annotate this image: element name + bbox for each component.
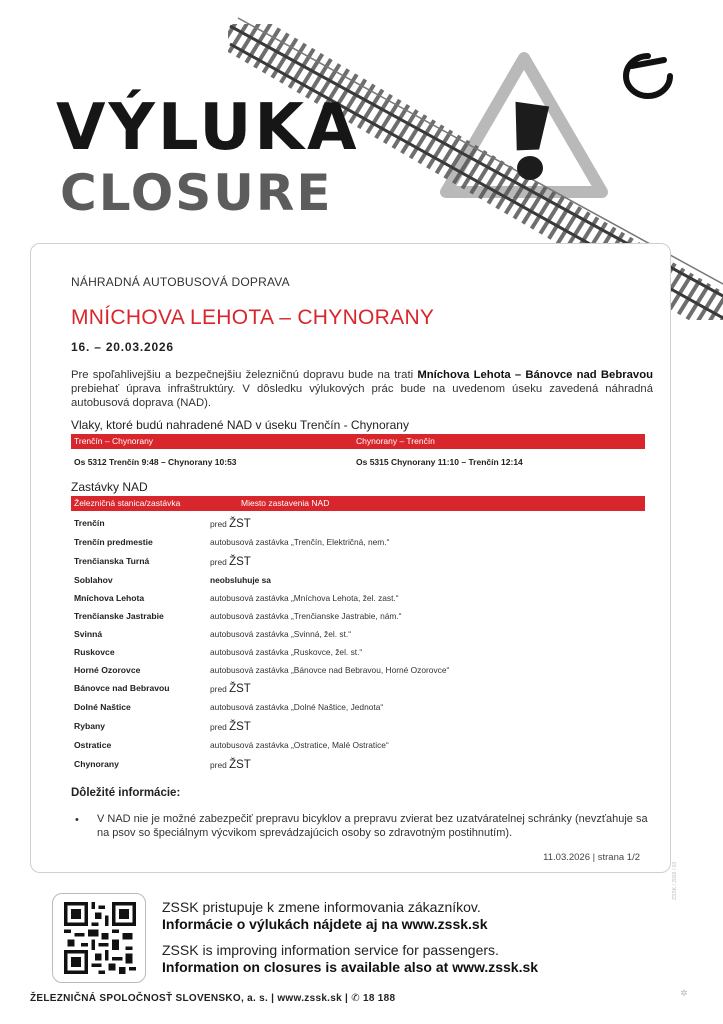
stops-header-bar bbox=[71, 496, 645, 511]
route-title: MNÍCHOVA LEHOTA – CHYNORANY bbox=[71, 306, 435, 329]
zssk-logo-icon bbox=[618, 50, 678, 100]
stop-place-pre: pred bbox=[210, 722, 230, 732]
stop-row bbox=[71, 645, 645, 663]
qr-code[interactable] bbox=[52, 893, 146, 983]
train-2: Os 5315 Chynorany 11:10 – Trenčín 12:14 bbox=[356, 457, 523, 467]
stop-place: autobusová zastávka „Dolné Naštice, Jednota“ bbox=[210, 702, 384, 712]
stop-name: Ruskovce bbox=[74, 647, 115, 657]
title-sk: VÝLUKA bbox=[56, 91, 360, 165]
stop-row bbox=[71, 591, 645, 609]
stop-place bbox=[210, 721, 251, 733]
qr-code-icon bbox=[64, 902, 136, 974]
info-sk-line: ZSSK pristupuje k zmene informovania zákazníkov. bbox=[162, 899, 481, 915]
stop-row bbox=[71, 757, 645, 775]
side-code: ZSSK / 2026 / 03 bbox=[672, 861, 678, 900]
info-en-bold[interactable]: Information on closures is available also at www.zssk.sk bbox=[162, 959, 539, 975]
stop-name: Ostratice bbox=[74, 740, 112, 750]
stop-row bbox=[71, 573, 645, 591]
stop-place-zst: ŽST bbox=[229, 721, 251, 733]
gear-icon: ✲ bbox=[680, 988, 688, 998]
stop-row bbox=[71, 535, 645, 553]
stop-row bbox=[71, 738, 645, 756]
train-1: Os 5312 Trenčín 9:48 – Chynorany 10:53 bbox=[74, 457, 237, 467]
stop-place-zst: ŽST bbox=[229, 759, 251, 771]
stop-place bbox=[210, 683, 251, 695]
stop-place-pre: pred bbox=[210, 684, 230, 694]
info-block bbox=[162, 899, 582, 976]
stop-place-pre: pred bbox=[210, 760, 230, 770]
stop-row bbox=[71, 719, 645, 737]
date-page-note: 11.03.2026 | strana 1/2 bbox=[543, 852, 640, 863]
trains-header-bar bbox=[71, 434, 645, 449]
stop-row bbox=[71, 516, 645, 534]
important-heading: Dôležité informácie: bbox=[71, 787, 181, 799]
stop-place bbox=[210, 518, 251, 530]
stop-place: autobusová zastávka „Svinná, žel. st.“ bbox=[210, 629, 352, 639]
stop-place-pre: pred bbox=[210, 519, 230, 529]
stop-row bbox=[71, 700, 645, 718]
stops-heading: Zastávky NAD bbox=[71, 480, 148, 494]
stop-place: autobusová zastávka „Ruskovce, žel. st.“ bbox=[210, 647, 363, 657]
trains-col1: Trenčín – Chynorany bbox=[74, 436, 154, 446]
notice-card bbox=[30, 243, 671, 873]
stop-row bbox=[71, 609, 645, 627]
info-sk-bold[interactable]: Informácie o výlukách nájdete aj na www.zssk.sk bbox=[162, 916, 488, 932]
stop-place-zst: ŽST bbox=[229, 683, 251, 695]
hero-header bbox=[0, 0, 723, 260]
intro-paragraph: Pre spoľahlivejšiu a bezpečnejšiu železničnú dopravu bude na trati Mníchova Lehota – Bánovce nad Bebravou prebiehať úprava infraštruktúry. V dôsledku výlukových prác bude na uvedenom úseku zavedená náhradná autobusová doprava (NAD). bbox=[71, 369, 653, 409]
stop-name: Bánovce nad Bebravou bbox=[74, 683, 170, 693]
title-en: CLOSURE bbox=[60, 164, 333, 222]
stop-place bbox=[210, 759, 251, 771]
stop-row bbox=[71, 663, 645, 681]
stop-name: Svinná bbox=[74, 629, 103, 639]
bullet-marker: • bbox=[75, 814, 79, 826]
stop-row bbox=[71, 681, 645, 699]
stop-place: autobusová zastávka „Mníchova Lehota, žel. zast.“ bbox=[210, 593, 399, 603]
stop-name: Mníchova Lehota bbox=[74, 593, 145, 603]
stop-name: Trenčianska Turná bbox=[74, 556, 150, 566]
trains-heading: Vlaky, ktoré budú nahradené NAD v úseku Trenčín - Chynorany bbox=[71, 418, 409, 432]
stop-name: Trenčianske Jastrabie bbox=[74, 611, 164, 621]
stop-name: Rybany bbox=[74, 721, 106, 731]
stop-place-zst: ŽST bbox=[229, 518, 251, 530]
stop-name: Dolné Naštice bbox=[74, 702, 131, 712]
stop-place: autobusová zastávka „Ostratice, Malé Ostratice“ bbox=[210, 740, 389, 750]
info-en-line: ZSSK is improving information service for passengers. bbox=[162, 942, 499, 958]
stop-name: Soblahov bbox=[74, 575, 113, 585]
stops-col2: Miesto zastavenia NAD bbox=[241, 498, 330, 508]
stop-name: Trenčín predmestie bbox=[74, 537, 153, 547]
stop-name: Trenčín bbox=[74, 518, 105, 528]
stop-place-pre: pred bbox=[210, 557, 230, 567]
stop-place bbox=[210, 556, 251, 568]
stop-name: Chynorany bbox=[74, 759, 119, 769]
stop-place: autobusová zastávka „Trenčín, Električná, nem.“ bbox=[210, 537, 390, 547]
closure-dates: 16. – 20.03.2026 bbox=[71, 340, 174, 354]
stop-row bbox=[71, 554, 645, 572]
trains-col2: Chynorany – Trenčín bbox=[356, 436, 435, 446]
stop-place: autobusová zastávka „Trenčianske Jastrabie, nám.“ bbox=[210, 611, 402, 621]
company-footer: ŽELEZNIČNÁ SPOLOČNOSŤ SLOVENSKO, a. s. | www.zssk.sk | ✆ 18 188 bbox=[30, 993, 396, 1004]
stop-place: neobsluhuje sa bbox=[210, 575, 271, 585]
stop-place: autobusová zastávka „Bánovce nad Bebravou, Horné Ozorovce“ bbox=[210, 665, 450, 675]
important-text: V NAD nie je možné zabezpečiť prepravu bicyklov a prepravu zvierat bez uzatváratelnej schránky (nevzťahuje sa na psov so špeciálnym výcvikom sprevádzajúcich osoby so zdravotným postihnutím). bbox=[97, 813, 648, 839]
stops-col1: Železničná stanica/zastávka bbox=[74, 498, 181, 508]
stop-name: Horné Ozorovce bbox=[74, 665, 141, 675]
notice-subtitle: NÁHRADNÁ AUTOBUSOVÁ DOPRAVA bbox=[71, 275, 290, 289]
stop-place-zst: ŽST bbox=[229, 556, 251, 568]
stop-row bbox=[71, 627, 645, 645]
